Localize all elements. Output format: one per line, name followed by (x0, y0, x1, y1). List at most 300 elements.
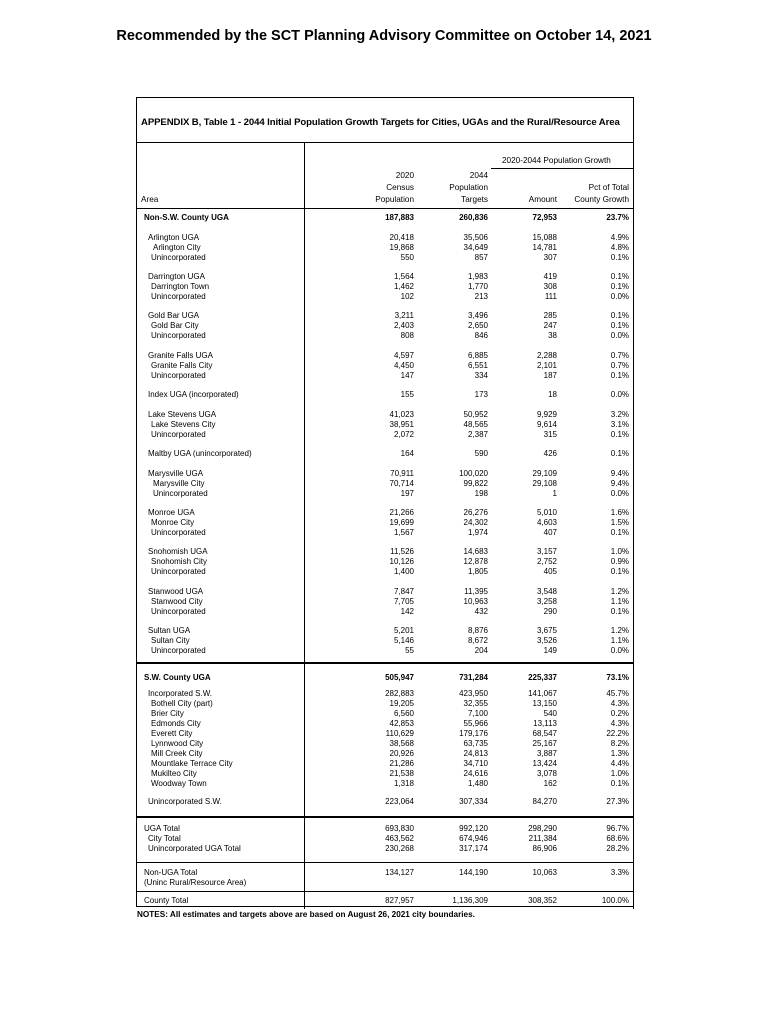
row-growth-amount: 405 (543, 567, 557, 576)
row-targets-2044: 26,276 (463, 508, 488, 517)
row-growth-pct: 4.3% (610, 699, 629, 708)
row-growth-amount: 3,157 (536, 547, 557, 556)
table-row (136, 834, 634, 844)
row-census-2020: 550 (400, 253, 414, 262)
row-census-2020: 20,418 (389, 233, 414, 242)
row-growth-amount: 14,781 (532, 243, 557, 252)
row-targets-2044: 1,805 (467, 567, 488, 576)
row-growth-amount: 285 (543, 311, 557, 320)
row-growth-amount: 290 (543, 607, 557, 616)
row-targets-2044: 857 (474, 253, 488, 262)
row-census-2020: 134,127 (385, 868, 414, 877)
row-targets-2044: 10,963 (463, 597, 488, 606)
row-growth-pct: 0.1% (610, 528, 629, 537)
row-growth-pct: 27.3% (606, 797, 629, 806)
row-area-name: Unincorporated UGA Total (148, 844, 241, 853)
row-growth-amount: 315 (543, 430, 557, 439)
row-growth-amount: 18 (548, 390, 557, 399)
row-growth-pct: 1.2% (610, 626, 629, 635)
row-growth-pct: 22.2% (606, 729, 629, 738)
row-targets-2044: 2,387 (467, 430, 488, 439)
row-targets-2044: 100,020 (459, 469, 488, 478)
row-area-name: Non-UGA Total (144, 868, 198, 877)
table-row (136, 607, 634, 617)
row-targets-2044: 432 (474, 607, 488, 616)
row-growth-pct: 0.0% (610, 390, 629, 399)
table-row (136, 673, 634, 683)
row-growth-amount: 84,270 (532, 797, 557, 806)
row-growth-pct: 0.0% (610, 489, 629, 498)
rule-county-total (136, 891, 634, 892)
row-census-2020: 1,400 (393, 567, 414, 576)
row-area-name: Unincorporated (151, 607, 206, 616)
table-row (136, 233, 634, 243)
row-targets-2044: 1,974 (467, 528, 488, 537)
row-area-name: Unincorporated S.W. (148, 797, 222, 806)
row-targets-2044: 35,506 (463, 233, 488, 242)
row-area-name: Darrington Town (151, 282, 210, 291)
table-row (136, 243, 634, 253)
row-growth-amount: 3,548 (536, 587, 557, 596)
table-row (136, 797, 634, 807)
row-targets-2044: 7,100 (467, 709, 488, 718)
row-growth-amount: 3,675 (536, 626, 557, 635)
row-census-2020: 230,268 (385, 844, 414, 853)
row-growth-amount: 38 (548, 331, 557, 340)
row-census-2020: 7,847 (393, 587, 414, 596)
table-row (136, 292, 634, 302)
row-area-name: Unincorporated (153, 489, 208, 498)
row-census-2020: 164 (400, 449, 414, 458)
row-growth-pct: 0.1% (610, 272, 629, 281)
row-area-name: Sultan City (151, 636, 190, 645)
row-area-name: Lynnwood City (151, 739, 204, 748)
table-row (136, 646, 634, 656)
row-growth-amount: 9,929 (536, 410, 557, 419)
row-area-name: Woodway Town (151, 779, 207, 788)
table-row (136, 567, 634, 577)
row-census-2020: 19,699 (389, 518, 414, 527)
row-targets-2044: 99,822 (463, 479, 488, 488)
row-growth-pct: 4.9% (610, 233, 629, 242)
row-area-name: Lake Stevens City (151, 420, 216, 429)
row-targets-2044: 590 (474, 449, 488, 458)
row-targets-2044: 3,496 (467, 311, 488, 320)
row-area-name: Stanwood UGA (148, 587, 204, 596)
row-growth-amount: 3,526 (536, 636, 557, 645)
table-row (136, 469, 634, 479)
row-census-2020: 19,205 (389, 699, 414, 708)
row-census-2020: 11,526 (390, 547, 414, 556)
row-area-name: Unincorporated (151, 292, 206, 301)
table-row (136, 868, 634, 878)
row-census-2020: 6,560 (393, 709, 414, 718)
row-growth-amount: 111 (544, 292, 557, 301)
row-area-name: Marysville UGA (148, 469, 204, 478)
row-targets-2044: 731,284 (459, 673, 488, 682)
row-growth-pct: 28.2% (606, 844, 629, 853)
row-growth-pct: 1.3% (610, 749, 629, 758)
row-area-name: City Total (148, 834, 181, 843)
row-census-2020: 2,403 (393, 321, 414, 330)
row-census-2020: 21,266 (389, 508, 414, 517)
row-growth-pct: 0.1% (610, 607, 629, 616)
row-census-2020: 7,705 (393, 597, 414, 606)
row-growth-amount: 426 (543, 449, 557, 458)
row-area-name: Unincorporated (151, 646, 206, 655)
row-growth-amount: 2,288 (536, 351, 557, 360)
row-targets-2044: 12,878 (463, 557, 488, 566)
row-census-2020: 4,450 (393, 361, 414, 370)
row-growth-pct: 0.9% (610, 557, 629, 566)
row-census-2020: 5,146 (393, 636, 414, 645)
row-census-2020: 187,883 (385, 213, 414, 222)
row-growth-pct: 0.1% (610, 449, 629, 458)
table-row (136, 518, 634, 528)
row-growth-amount: 247 (543, 321, 557, 330)
table-row (136, 489, 634, 499)
rule-non-uga (136, 862, 634, 863)
row-area-name: Mill Creek City (151, 749, 203, 758)
row-targets-2044: 8,876 (467, 626, 488, 635)
row-growth-amount: 1 (552, 489, 557, 498)
row-area-name: Index UGA (incorporated) (148, 390, 239, 399)
header-targets-2044: 2044 Population Targets (449, 171, 488, 204)
row-targets-2044: 992,120 (459, 824, 488, 833)
row-targets-2044: 173 (474, 390, 488, 399)
row-growth-amount: 308,352 (528, 896, 557, 905)
row-targets-2044: 8,672 (467, 636, 488, 645)
row-area-name: Granite Falls City (151, 361, 213, 370)
row-growth-pct: 3.1% (610, 420, 629, 429)
row-targets-2044: 260,836 (459, 213, 488, 222)
row-area-name: Edmonds City (151, 719, 201, 728)
row-area-name: Unincorporated (151, 331, 206, 340)
table-row (136, 430, 634, 440)
row-growth-amount: 15,088 (532, 233, 557, 242)
table-title: APPENDIX B, Table 1 - 2044 Initial Population Growth Targets for Cities, UGAs and the Rural/Resource Area (141, 117, 620, 128)
group-header: 2020-2044 Population Growth (502, 156, 611, 165)
row-targets-2044: 6,551 (467, 361, 488, 370)
table-row (136, 547, 634, 557)
row-targets-2044: 198 (474, 489, 488, 498)
row-targets-2044: 674,946 (459, 834, 488, 843)
row-census-2020: 827,957 (385, 896, 414, 905)
table-row (136, 587, 634, 597)
row-census-2020: 21,286 (389, 759, 414, 768)
row-growth-amount: 9,614 (536, 420, 557, 429)
row-area-name: Lake Stevens UGA (148, 410, 217, 419)
row-growth-amount: 2,101 (536, 361, 557, 370)
row-growth-amount: 10,063 (532, 868, 557, 877)
row-growth-pct: 0.1% (610, 253, 629, 262)
table-row (136, 449, 634, 459)
row-growth-pct: 100.0% (601, 896, 629, 905)
notes: NOTES: All estimates and targets above are based on August 26, 2021 city boundaries. (137, 910, 475, 919)
row-area-name: Monroe City (151, 518, 195, 527)
row-area-name: Bothell City (part) (151, 699, 213, 708)
row-census-2020: 38,951 (389, 420, 414, 429)
row-growth-amount: 407 (543, 528, 557, 537)
table-row (136, 689, 634, 699)
row-growth-pct: 0.1% (610, 371, 629, 380)
row-growth-amount: 308 (543, 282, 557, 291)
row-growth-pct: 0.1% (610, 311, 629, 320)
row-area-name: Darrington UGA (148, 272, 205, 281)
row-targets-2044: 179,176 (459, 729, 488, 738)
row-targets-2044: 423,950 (459, 689, 488, 698)
row-growth-amount: 187 (543, 371, 557, 380)
row-targets-2044: 334 (474, 371, 488, 380)
row-growth-pct: 0.0% (610, 646, 629, 655)
row-growth-amount: 29,108 (532, 479, 557, 488)
row-census-2020: 10,126 (389, 557, 414, 566)
row-growth-amount: 86,906 (532, 844, 557, 853)
row-area-name: Unincorporated (151, 567, 206, 576)
table-row (136, 769, 634, 779)
row-area-name: Unincorporated (151, 528, 206, 537)
table-row (136, 410, 634, 420)
row-growth-pct: 0.1% (610, 567, 629, 576)
row-targets-2044: 32,355 (463, 699, 488, 708)
row-growth-pct: 0.1% (610, 430, 629, 439)
row-growth-pct: 23.7% (606, 213, 629, 222)
row-growth-pct: 1.1% (610, 636, 629, 645)
row-area-name: Everett City (151, 729, 193, 738)
row-census-2020: 41,023 (389, 410, 414, 419)
rule-under-title (136, 142, 634, 143)
row-census-2020: 197 (400, 489, 414, 498)
table-row (136, 759, 634, 769)
row-growth-pct: 4.4% (610, 759, 629, 768)
table-row (136, 824, 634, 834)
rule-group-header (491, 168, 634, 169)
page-title: Recommended by the SCT Planning Advisory Committee on October 14, 2021 (116, 28, 652, 44)
table-row (136, 779, 634, 789)
row-growth-pct: 1.2% (610, 587, 629, 596)
table-row (136, 361, 634, 371)
row-area-name: Gold Bar City (151, 321, 199, 330)
row-growth-pct: 0.1% (610, 282, 629, 291)
row-targets-2044: 50,952 (463, 410, 488, 419)
row-growth-pct: 0.1% (610, 779, 629, 788)
row-growth-pct: 8.2% (610, 739, 629, 748)
row-targets-2044: 1,983 (467, 272, 488, 281)
row-growth-amount: 149 (543, 646, 557, 655)
row-targets-2044: 1,770 (467, 282, 488, 291)
row-area-name: Monroe UGA (148, 508, 195, 517)
row-census-2020: 55 (405, 646, 414, 655)
row-targets-2044: 846 (474, 331, 488, 340)
rule-sw-section (136, 662, 634, 664)
row-growth-pct: 0.0% (610, 292, 629, 301)
row-area-name: Unincorporated (151, 253, 206, 262)
row-growth-pct: 73.1% (606, 673, 629, 682)
row-growth-amount: 4,603 (536, 518, 557, 527)
row-growth-pct: 68.6% (606, 834, 629, 843)
row-growth-pct: 1.0% (610, 547, 629, 556)
row-area-name: Snohomish City (151, 557, 208, 566)
table-row (136, 719, 634, 729)
row-census-2020: 1,318 (393, 779, 414, 788)
row-targets-2044: 34,710 (463, 759, 488, 768)
row-census-2020: 70,911 (390, 469, 414, 478)
row-growth-amount: 141,067 (528, 689, 557, 698)
row-area-name: Stanwood City (151, 597, 203, 606)
row-census-2020: 2,072 (393, 430, 414, 439)
row-growth-amount: 162 (543, 779, 557, 788)
rule-totals-section (136, 816, 634, 818)
table-row (136, 321, 634, 331)
row-area-name: Unincorporated (151, 371, 206, 380)
table-row (136, 420, 634, 430)
table-row (136, 699, 634, 709)
row-targets-2044: 11,395 (464, 587, 488, 596)
row-growth-amount: 298,290 (528, 824, 557, 833)
row-census-2020: 21,538 (389, 769, 414, 778)
row-census-2020: 1,567 (393, 528, 414, 537)
row-growth-pct: 9.4% (610, 469, 629, 478)
table-row (136, 528, 634, 538)
row-growth-pct: 0.1% (610, 321, 629, 330)
table-row (136, 709, 634, 719)
row-growth-amount: 13,424 (532, 759, 557, 768)
row-census-2020: 808 (400, 331, 414, 340)
table-row (136, 508, 634, 518)
row-targets-2044: 1,480 (467, 779, 488, 788)
table-row (136, 213, 634, 223)
row-growth-amount: 2,752 (536, 557, 557, 566)
row-growth-pct: 3.3% (610, 868, 629, 877)
table-row (136, 878, 634, 888)
row-growth-pct: 0.7% (610, 351, 629, 360)
row-area-name: Sultan UGA (148, 626, 191, 635)
header-census-2020: 2020 Census Population (375, 171, 414, 204)
row-census-2020: 20,926 (389, 749, 414, 758)
header-amount: Amount (528, 195, 557, 204)
rule-under-header (136, 208, 634, 209)
row-growth-amount: 307 (543, 253, 557, 262)
table-row (136, 597, 634, 607)
row-area-name: Non-S.W. County UGA (144, 213, 229, 222)
row-growth-pct: 0.0% (610, 331, 629, 340)
row-census-2020: 5,201 (393, 626, 414, 635)
row-census-2020: 282,883 (385, 689, 414, 698)
table-row (136, 844, 634, 854)
row-area-name: Snohomish UGA (148, 547, 208, 556)
row-growth-amount: 29,109 (532, 469, 557, 478)
row-census-2020: 3,211 (394, 311, 414, 320)
row-targets-2044: 2,650 (467, 321, 488, 330)
row-area-name: Marysville City (153, 479, 205, 488)
row-area-name: (Uninc Rural/Resource Area) (144, 878, 247, 887)
row-growth-pct: 1.5% (610, 518, 629, 527)
row-growth-amount: 13,113 (533, 719, 557, 728)
row-area-name: Mukilteo City (151, 769, 197, 778)
row-area-name: County Total (144, 896, 189, 905)
row-census-2020: 693,830 (385, 824, 414, 833)
row-census-2020: 42,853 (389, 719, 414, 728)
row-targets-2044: 48,565 (463, 420, 488, 429)
row-growth-amount: 68,547 (532, 729, 557, 738)
row-growth-pct: 0.2% (610, 709, 629, 718)
table-row (136, 636, 634, 646)
table-row (136, 351, 634, 361)
row-targets-2044: 213 (474, 292, 488, 301)
row-census-2020: 463,562 (385, 834, 414, 843)
table-row (136, 253, 634, 263)
row-growth-amount: 3,258 (536, 597, 557, 606)
row-targets-2044: 55,966 (463, 719, 488, 728)
row-area-name: Incorporated S.W. (148, 689, 213, 698)
row-area-name: Brier City (151, 709, 184, 718)
row-growth-pct: 1.6% (610, 508, 629, 517)
table-row (136, 390, 634, 400)
row-census-2020: 142 (400, 607, 414, 616)
row-targets-2044: 307,334 (459, 797, 488, 806)
row-census-2020: 110,629 (385, 729, 414, 738)
table-row (136, 272, 634, 282)
table-row (136, 739, 634, 749)
row-growth-pct: 0.7% (610, 361, 629, 370)
row-growth-amount: 25,167 (532, 739, 557, 748)
row-targets-2044: 144,190 (459, 868, 488, 877)
table-row (136, 749, 634, 759)
row-targets-2044: 24,616 (463, 769, 488, 778)
row-growth-amount: 5,010 (536, 508, 557, 517)
table-row (136, 557, 634, 567)
row-census-2020: 1,462 (393, 282, 414, 291)
row-growth-amount: 211,384 (528, 834, 557, 843)
table-row (136, 331, 634, 341)
row-growth-amount: 13,150 (532, 699, 557, 708)
table-row (136, 311, 634, 321)
row-growth-pct: 3.2% (610, 410, 629, 419)
header-area: Area (141, 195, 159, 204)
row-census-2020: 147 (400, 371, 414, 380)
row-growth-amount: 72,953 (532, 213, 557, 222)
row-census-2020: 70,714 (389, 479, 414, 488)
row-targets-2044: 34,649 (463, 243, 488, 252)
row-growth-amount: 225,337 (528, 673, 557, 682)
row-census-2020: 19,868 (389, 243, 414, 252)
table-row (136, 729, 634, 739)
row-area-name: Arlington City (153, 243, 201, 252)
row-census-2020: 223,064 (385, 797, 414, 806)
row-targets-2044: 24,302 (463, 518, 488, 527)
table-row (136, 371, 634, 381)
row-targets-2044: 317,174 (459, 844, 488, 853)
row-area-name: Mountlake Terrace City (151, 759, 233, 768)
row-targets-2044: 204 (474, 646, 488, 655)
row-census-2020: 38,568 (389, 739, 414, 748)
table-row (136, 282, 634, 292)
row-growth-amount: 540 (543, 709, 557, 718)
row-growth-pct: 9.4% (610, 479, 629, 488)
table-row (136, 479, 634, 489)
row-targets-2044: 24,813 (463, 749, 488, 758)
table-row (136, 896, 634, 906)
row-growth-amount: 419 (543, 272, 557, 281)
row-area-name: S.W. County UGA (144, 673, 211, 682)
row-growth-pct: 45.7% (606, 689, 629, 698)
row-area-name: Granite Falls UGA (148, 351, 213, 360)
row-area-name: UGA Total (144, 824, 180, 833)
row-census-2020: 102 (400, 292, 414, 301)
row-growth-amount: 3,887 (536, 749, 557, 758)
row-growth-pct: 4.8% (610, 243, 629, 252)
row-growth-pct: 1.0% (610, 769, 629, 778)
